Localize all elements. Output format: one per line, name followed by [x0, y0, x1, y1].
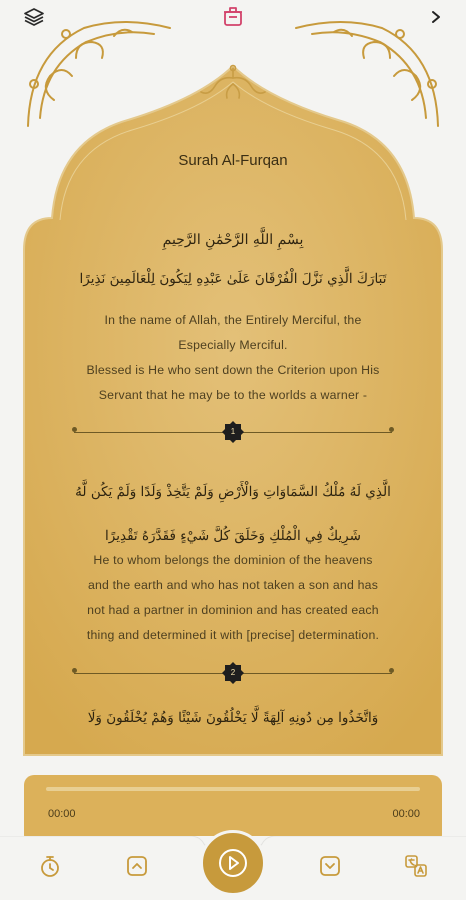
previous-verse-icon[interactable] — [125, 854, 149, 878]
surah-title: Surah Al-Furqan — [178, 152, 288, 169]
timer-icon[interactable] — [38, 854, 62, 878]
total-duration: 00:00 — [392, 808, 420, 820]
translation-line: thing and determined it with [precise] determination. — [86, 628, 380, 642]
translation-line: not had a partner in dominion and has created each — [87, 603, 379, 617]
layers-icon[interactable] — [22, 6, 46, 28]
translation-line: and the earth and who has not taken a son and has — [87, 578, 379, 592]
verse-1-translation[interactable] — [24, 308, 442, 408]
play-button[interactable] — [200, 830, 266, 896]
verse-1-arabic[interactable]: تَبَارَكَ الَّذِي نَزَّلَ الْفُرْقَانَ عَلَىٰ عَبْدِهِ لِيَكُونَ لِلْعَالَمِينَ نَذِيرًا — [79, 271, 387, 287]
verse-number: 1 — [230, 427, 236, 436]
verse-3-arabic[interactable]: وَاتَّخَذُوا مِن دُونِهِ آلِهَةً لَّا يَخْلُقُونَ شَيْئًا وَهُمْ يُخْلَقُونَ وَلَا — [87, 710, 379, 726]
divider-dot — [72, 427, 77, 432]
verse-divider — [74, 425, 392, 439]
arabic-line: الَّذِي لَهُ مُلْكُ السَّمَاوَاتِ وَالْأَرْضِ وَلَمْ يَتَّخِذْ وَلَدًا وَلَمْ يَكُن لَّهُ — [75, 484, 391, 500]
elapsed-time: 00:00 — [48, 808, 76, 820]
divider-dot — [389, 427, 394, 432]
basmala: بِسْمِ اللَّهِ الرَّحْمَٰنِ الرَّحِيمِ — [162, 232, 304, 248]
verse-2-translation[interactable] — [24, 548, 442, 648]
play-icon — [203, 833, 263, 893]
audio-progress-track[interactable] — [46, 787, 420, 791]
bookmark-box-icon[interactable] — [221, 6, 245, 28]
verse-number: 2 — [230, 668, 236, 677]
translation-line: Especially Merciful. — [178, 338, 288, 352]
translation-line: Servant that he may be to the worlds a warner - — [98, 388, 368, 402]
translation-line: Blessed is He who sent down the Criterion upon His — [86, 363, 380, 377]
divider-dot — [72, 668, 77, 673]
verse-2-arabic[interactable] — [24, 470, 442, 558]
translation-line: In the name of Allah, the Entirely Merciful, the — [104, 313, 362, 327]
translate-icon[interactable] — [404, 854, 428, 878]
divider-dot — [389, 668, 394, 673]
chevron-right-icon[interactable] — [424, 6, 448, 28]
center-crest-ornament — [198, 64, 268, 106]
arabic-line: شَرِيكٌ فِي الْمُلْكِ وَخَلَقَ كُلَّ شَيْءٍ فَقَدَّرَهُ تَقْدِيرًا — [105, 528, 361, 544]
next-verse-icon[interactable] — [318, 854, 342, 878]
top-bar — [0, 0, 466, 34]
verse-divider — [74, 666, 392, 680]
translation-line: He to whom belongs the dominion of the heavens — [93, 553, 373, 567]
